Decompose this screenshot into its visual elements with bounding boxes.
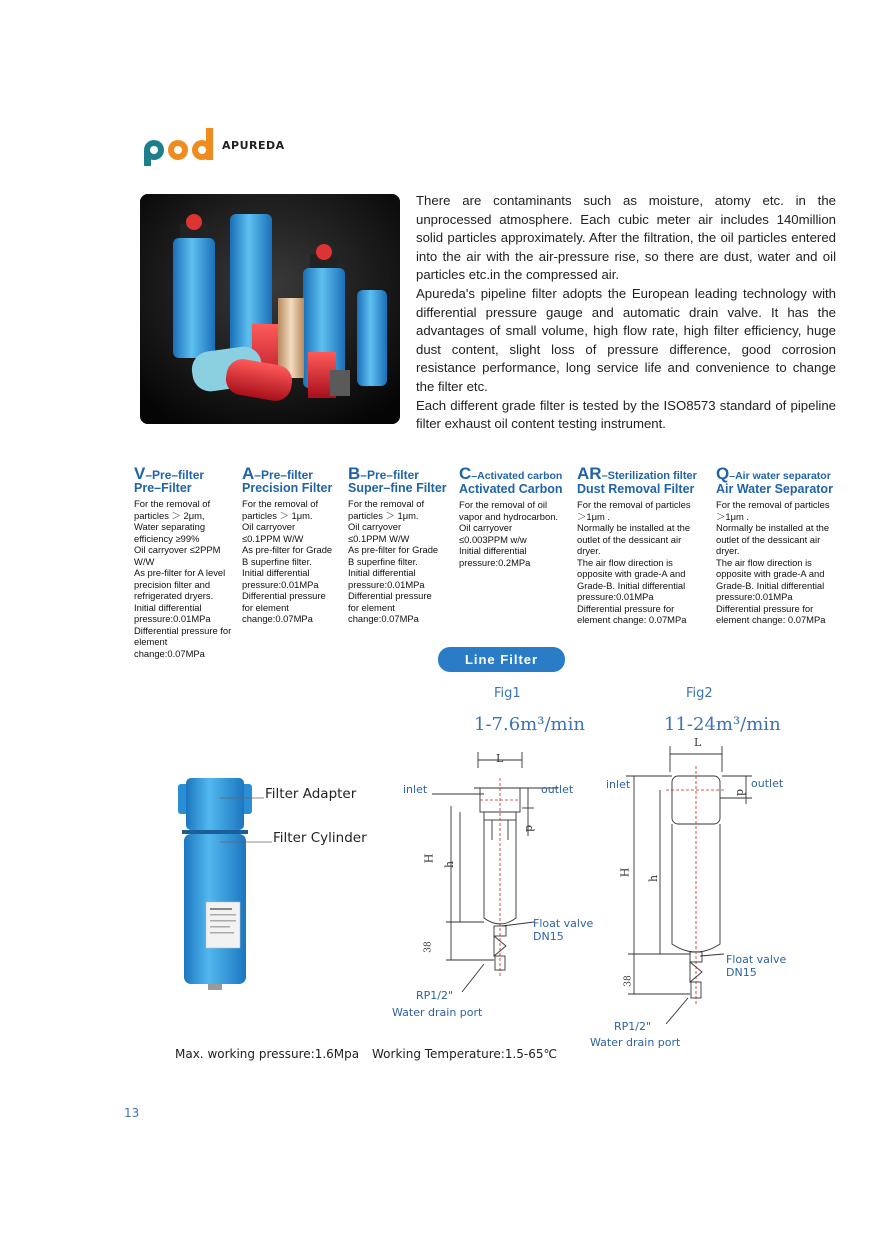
fig1-dim-h-total: H <box>422 853 436 864</box>
fig2-rp-label: RP1/2" <box>614 1020 652 1033</box>
grade-description: For the removal of particles ＞ 1μm. Oil carryover ≤0.1PPM W/W As pre-filter for Grade B superfine filter. Initial differential pressure:0.01MPa Differential pressure for element change:0.07MPa <box>348 498 439 624</box>
grade-code: B–Pre–filter <box>348 464 419 483</box>
grade-column-ar <box>577 464 697 626</box>
fig2-dim-l: L <box>694 736 702 749</box>
leader-lines <box>220 790 280 850</box>
filter-cylinder-label: Filter Cylinder <box>273 830 367 846</box>
grade-name: Precision Filter <box>242 480 333 495</box>
grade-column-q <box>716 464 833 626</box>
fig2-float-valve-label: Float valve <box>726 953 787 966</box>
grade-code: V–Pre–filter <box>134 464 205 483</box>
grade-column-v <box>134 464 232 659</box>
grade-column-c <box>459 464 563 568</box>
fig2-dim-d: d <box>734 788 748 797</box>
fig2-dim-h-total: H <box>618 867 632 878</box>
fig1-dim-l: L <box>496 752 504 765</box>
fig2-inlet-label: inlet <box>606 778 631 791</box>
grade-column-a <box>242 464 333 625</box>
grade-name: Pre–Filter <box>134 480 192 495</box>
fig1-label: Fig1 <box>494 686 521 701</box>
fig2-flow-rate: 11-24m³/min <box>664 714 781 735</box>
intro-paragraph: Apureda's pipeline filter adopts the European leading technology with differential pressure gauge and automatic drain valve. It has the advantages of small volume, high flow rate, high filter efficiency, huge dust content, slight loss of pressure difference, good corrosion resistance performance, long service life and convenience to change the filter etc. <box>416 285 836 394</box>
fig2-dim-h: h <box>647 874 661 883</box>
grade-description: For the removal of particles ＞1μm . Normally be installed at the outlet of the dessicant air dryer. The air flow direction is opposite with grade-A and Grade-B. Initial differential pressure:0.01MPa Differential pressure for element change: 0.07MPa <box>716 499 830 625</box>
brand-name: APUREDA <box>222 139 285 152</box>
grade-code: A–Pre–filter <box>242 464 313 483</box>
grade-description: For the removal of particles ＞1μm . Normally be installed at the outlet of the dessicant air dryer. The air flow direction is opposite with grade-A and Grade-B. Initial differential pressure:0.01MPa Differential pressure for element change: 0.07MPa <box>577 499 691 625</box>
fig1-dim-d: d <box>523 824 537 833</box>
fig2-drain-label: Water drain port <box>590 1036 681 1049</box>
intro-paragraph: There are contaminants such as moisture, atomy etc. in the unprocessed atmosphere. Each cubic meter air includes 140million solid particles approximately. After the filtration, the oil particles entered into the air with the air-pressure rise, so there are dust, water and oil particles etc.in the compressed air. <box>416 193 836 283</box>
fig1-float-valve-label: Float valve <box>533 917 594 930</box>
fig2-dim-38: 38 <box>623 975 634 987</box>
grade-name: Dust Removal Filter <box>577 481 695 496</box>
grade-code: C–Activated carbon <box>459 464 563 483</box>
grade-code: AR–Sterilization filter <box>577 464 697 483</box>
fig1-drain-label: Water drain port <box>392 1006 483 1019</box>
fig2-label: Fig2 <box>686 686 713 701</box>
fig1-dn-label: DN15 <box>533 930 564 943</box>
grade-code: Q–Air water separator <box>716 464 831 483</box>
product-photo <box>140 194 400 424</box>
fig1-dim-38: 38 <box>423 941 434 953</box>
grade-description: For the removal of particles ＞ 1μm. Oil carryover ≤0.1PPM W/W As pre-filter for Grade B superfine filter. Initial differential pressure:0.01MPa Differential pressure for element change:0.07MPa <box>242 498 333 624</box>
fig1-flow-rate: 1-7.6m³/min <box>474 714 585 735</box>
working-temperature: Working Temperature:1.5-65℃ <box>372 1047 557 1061</box>
filter-adapter-label: Filter Adapter <box>265 786 357 802</box>
fig2-dn-label: DN15 <box>726 966 757 979</box>
section-badge: Line Filter <box>438 647 565 672</box>
fig1-dim-h: h <box>443 860 457 869</box>
grade-name: Activated Carbon <box>459 481 563 496</box>
fig1-rp-label: RP1/2" <box>416 989 454 1002</box>
grade-description: For the removal of particles ＞ 2μm, Water separating efficiency ≥99% Oil carryover ≤2PPM W/W As pre-filter for A level precision filter and refrigerated dryers. Initial differential pressure:0.01MPa Differential pressure for element change:0.07MPa <box>134 498 232 659</box>
fig2-outlet-label: outlet <box>751 777 784 790</box>
grade-description: For the removal of oil vapor and hydrocarbon. Oil carryover ≤0.003PPM w/w Initial differential pressure:0.2MPa <box>459 499 559 568</box>
fig1-inlet-label: inlet <box>403 783 428 796</box>
grade-column-b <box>348 464 447 625</box>
intro-text <box>416 192 836 434</box>
intro-paragraph: Each different grade filter is tested by the ISO8573 standard of pipeline filter exhaust oil content testing instrument. <box>416 397 836 432</box>
grade-name: Super–fine Filter <box>348 480 447 495</box>
grade-name: Air Water Separator <box>716 481 833 496</box>
max-pressure: Max. working pressure:1.6Mpa <box>175 1047 360 1061</box>
page-number: 13 <box>124 1106 140 1120</box>
fig1-outlet-label: outlet <box>541 783 574 796</box>
